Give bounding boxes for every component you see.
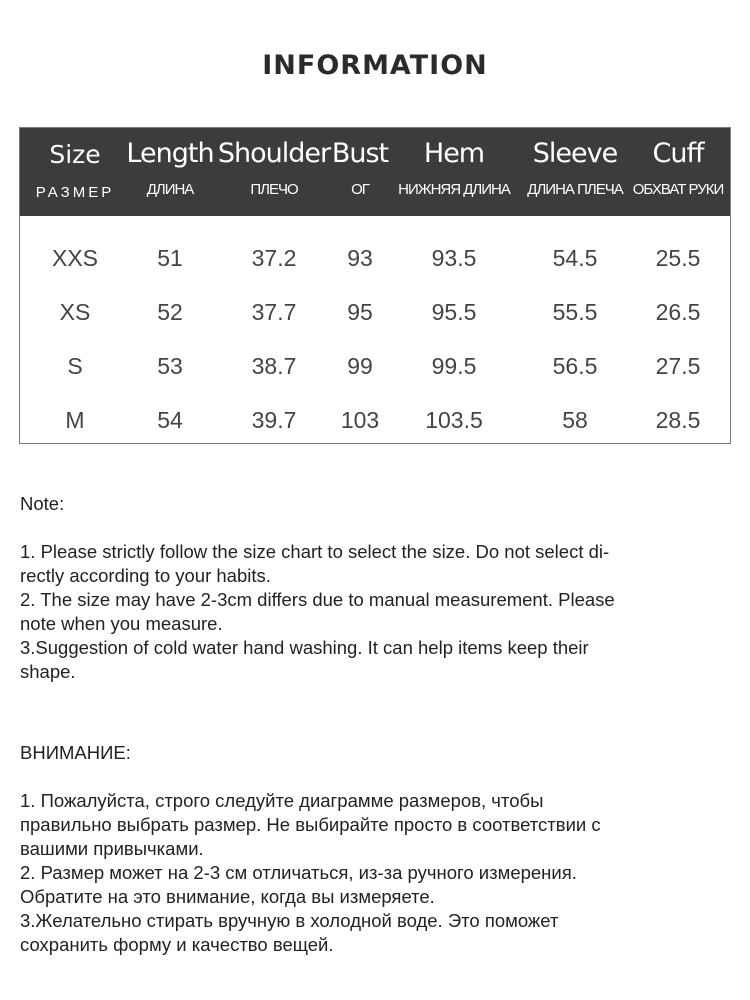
table-row [20,339,730,393]
note-line: 3.Suggestion of cold water hand washing. It can help items keep their [20,637,589,658]
note-line: shape. [20,661,76,682]
table-cell: 37.2 [251,245,297,271]
column-header-ru: РАЗМЕР [35,184,115,201]
note-line: сохранить форму и качество вещей. [20,934,334,955]
note-russian [20,741,720,957]
table-cell: 56.5 [552,353,598,379]
note-line: вашими привычками. [20,838,204,859]
table-cell: 28.5 [655,407,701,433]
table-cell: 95.5 [431,299,477,325]
table-cell: M [65,407,85,433]
column-header-en: Shoulder [217,138,331,169]
note-line: rectly according to your habits. [20,565,271,586]
table-cell: 58 [562,407,588,433]
size-chart-table [19,127,731,444]
table-cell: 95 [347,299,373,325]
note-spacer [20,765,720,789]
note-line: 3.Желательно стирать вручную в холодной воде. Это поможет [20,910,559,931]
column-header-ru: ДЛИНА ПЛЕЧА [527,181,623,198]
table-cell: XS [59,299,91,325]
column-header-en: Size [49,140,101,169]
note-line: note when you measure. [20,613,223,634]
column-header-en: Cuff [652,138,704,169]
table-cell: 99 [347,353,373,379]
table-cell: XXS [51,245,99,271]
column-header-ru: ОБХВАТ РУКИ [632,181,724,198]
table-cell: 103 [340,407,380,433]
column-header-en: Hem [423,138,485,169]
column-header-en: Bust [331,138,389,169]
table-row [20,393,730,447]
table-cell: S [67,353,83,379]
table-cell: 54.5 [552,245,598,271]
column-header-ru: ОГ [351,181,369,198]
column-header-ru: ПЛЕЧО [250,181,298,198]
table-row [20,231,730,285]
table-cell: 99.5 [431,353,477,379]
note-line: Обратите на это внимание, когда вы измеряете. [20,886,435,907]
table-cell: 51 [157,245,183,271]
table-header [20,128,730,216]
table-cell: 93 [347,245,373,271]
table-cell: 38.7 [251,353,297,379]
table-cell: 52 [157,299,183,325]
note-line: 1. Пожалуйста, строго следуйте диаграмме размеров, чтобы [20,790,544,811]
table-cell: 37.7 [251,299,297,325]
column-header-ru: ДЛИНА [146,181,194,198]
table-cell: 25.5 [655,245,701,271]
table-cell: 39.7 [251,407,297,433]
column-header-ru: НИЖНЯЯ ДЛИНА [398,181,510,198]
table-cell: 26.5 [655,299,701,325]
table-cell: 55.5 [552,299,598,325]
note-line: 1. Please strictly follow the size chart to select the size. Do not select di- [20,541,610,562]
table-cell: 27.5 [655,353,701,379]
note-line: правильно выбрать размер. Не выбирайте просто в соответствии с [20,814,601,835]
column-header-en: Sleeve [532,138,618,169]
page-title: INFORMATION [262,50,488,81]
table-cell: 53 [157,353,183,379]
note-heading: Note: [20,493,65,514]
table-row [20,285,730,339]
note-line: 2. The size may have 2-3cm differs due to manual measurement. Please [20,589,615,610]
note-english [20,492,720,684]
table-cell: 93.5 [431,245,477,271]
note-heading: ВНИМАНИЕ: [20,742,131,763]
table-cell: 54 [157,407,183,433]
note-line: 2. Размер может на 2-3 см отличаться, из-за ручного измерения. [20,862,577,883]
table-cell: 103.5 [425,407,483,433]
note-spacer [20,516,720,540]
column-header-en: Length [126,138,214,169]
